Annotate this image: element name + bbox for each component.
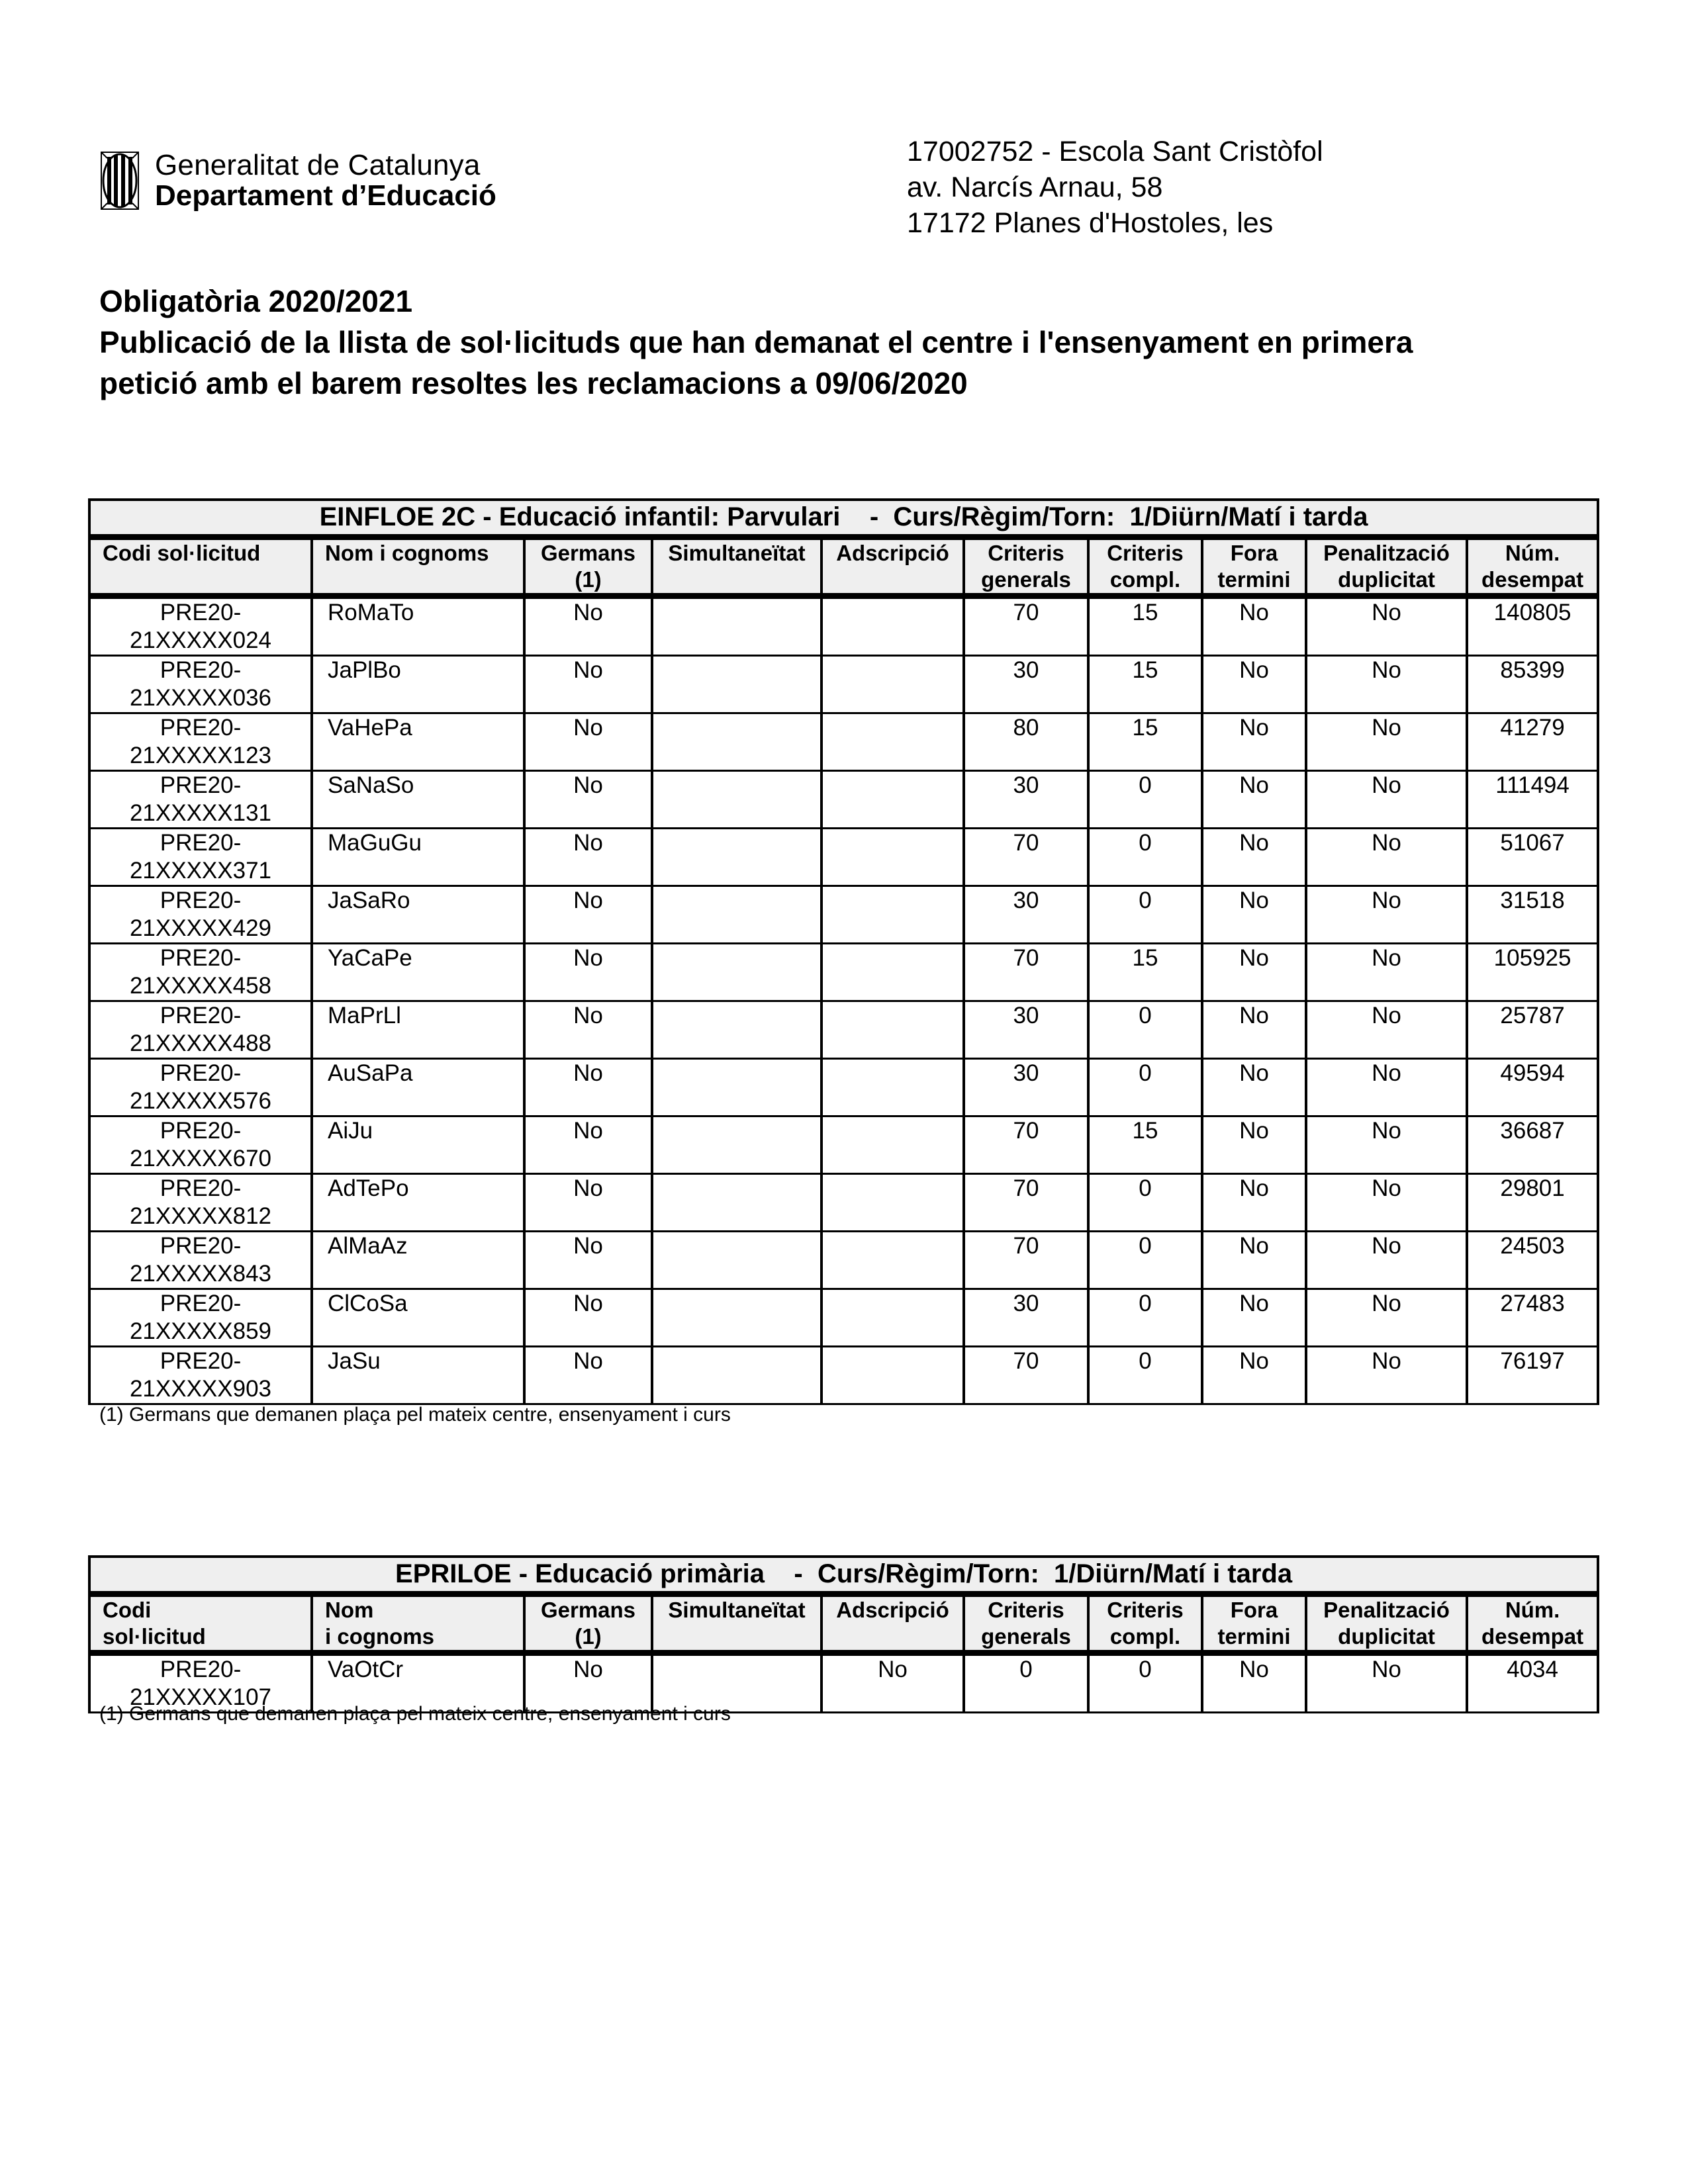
desempat-cell: 27483 [1467,1289,1598,1347]
fora-termini-cell: No [1202,944,1306,1001]
code-prefix: PRE20- [160,772,242,798]
adscripcio-cell [821,713,964,771]
germans-cell: No [524,1653,652,1713]
germans-cell: No [524,771,652,829]
adscripcio-cell [821,1116,964,1174]
criteris-compl-cell: 15 [1088,944,1202,1001]
adscripcio-cell [821,944,964,1001]
col-header-adscripcio: Adscripció [821,537,964,596]
code-prefix: PRE20- [160,1291,242,1316]
name-cell: RoMaTo [312,596,524,656]
table-row [89,886,1598,944]
fora-termini-cell: No [1202,1174,1306,1232]
criteris-compl-cell: 15 [1088,713,1202,771]
penalitzacio-cell: No [1306,1116,1467,1174]
penalitzacio-cell: No [1306,1653,1467,1713]
table-row [89,1059,1598,1116]
table-header-row [89,537,1598,596]
germans-cell: No [524,829,652,886]
col-header-adscripcio: Adscripció [821,1594,964,1653]
code-cell [89,656,312,713]
code-prefix: PRE20- [160,1348,242,1374]
name-cell: JaSu [312,1347,524,1404]
name-cell: MaPrLl [312,1001,524,1059]
adscripcio-cell [821,1059,964,1116]
criteris-generals-cell: 70 [964,1174,1088,1232]
criteris-compl-cell: 0 [1088,1289,1202,1347]
penalitzacio-cell: No [1306,1001,1467,1059]
col-header-germans: Germans (1) [524,537,652,596]
desempat-cell: 41279 [1467,713,1598,771]
simultaneitat-cell [652,944,821,1001]
penalitzacio-cell: No [1306,656,1467,713]
title-year: Obligatòria 2020/2021 [99,284,413,318]
fora-termini-cell: No [1202,1001,1306,1059]
table-row [89,1001,1598,1059]
desempat-cell: 4034 [1467,1653,1598,1713]
criteris-generals-cell: 30 [964,771,1088,829]
simultaneitat-cell [652,656,821,713]
name-cell: AdTePo [312,1174,524,1232]
code-suffix: 21XXXXX107 [129,1684,272,1710]
criteris-compl-cell: 0 [1088,829,1202,886]
name-cell: VaOtCr [312,1653,524,1713]
code-cell [89,1232,312,1289]
fora-termini-cell: No [1202,771,1306,829]
school-address: av. Narcís Arnau, 58 [907,171,1163,203]
adscripcio-cell [821,596,964,656]
table-row [89,1289,1598,1347]
generalitat-logo [101,151,496,210]
adscripcio-cell [821,1232,964,1289]
criteris-compl-cell: 0 [1088,1653,1202,1713]
desempat-cell: 25787 [1467,1001,1598,1059]
criteris-compl-cell: 0 [1088,1001,1202,1059]
name-cell: MaGuGu [312,829,524,886]
penalitzacio-cell: No [1306,1174,1467,1232]
criteris-generals-cell: 30 [964,886,1088,944]
code-suffix: 21XXXXX371 [129,858,272,884]
criteris-compl-cell: 0 [1088,771,1202,829]
code-prefix: PRE20- [160,1060,242,1086]
code-prefix: PRE20- [160,887,242,913]
code-cell [89,1059,312,1116]
school-info [907,134,1323,241]
col-header-nom: Nom i cognoms [312,537,524,596]
criteris-compl-cell: 15 [1088,656,1202,713]
criteris-generals-cell: 70 [964,829,1088,886]
adscripcio-cell [821,1001,964,1059]
col-header-simultaneitat: Simultaneïtat [652,537,821,596]
penalitzacio-cell: No [1306,713,1467,771]
adscripcio-cell [821,886,964,944]
code-cell [89,713,312,771]
footnote-germans: (1) Germans que demanen plaça pel mateix centre, ensenyament i curs [99,1703,731,1725]
code-prefix: PRE20- [160,1118,242,1144]
desempat-cell: 76197 [1467,1347,1598,1404]
col-header-criteris-generals: Criteris generals [964,1594,1088,1653]
adscripcio-cell [821,1347,964,1404]
code-prefix: PRE20- [160,945,242,971]
germans-cell: No [524,944,652,1001]
desempat-cell: 51067 [1467,829,1598,886]
penalitzacio-cell: No [1306,1347,1467,1404]
col-header-criteris-compl: Criteris compl. [1088,1594,1202,1653]
logo-department-text: Departament d’Educació [155,179,496,212]
name-cell: AlMaAz [312,1232,524,1289]
germans-cell: No [524,713,652,771]
desempat-cell: 31518 [1467,886,1598,944]
code-prefix: PRE20- [160,1175,242,1201]
code-suffix: 21XXXXX488 [129,1030,272,1056]
table-row [89,771,1598,829]
col-header-desempat: Núm. desempat [1467,537,1598,596]
germans-cell: No [524,1001,652,1059]
germans-cell: No [524,1232,652,1289]
fora-termini-cell: No [1202,829,1306,886]
simultaneitat-cell [652,1289,821,1347]
criteris-generals-cell: 70 [964,944,1088,1001]
name-cell: AiJu [312,1116,524,1174]
table-row [89,1116,1598,1174]
table-header-row [89,1594,1598,1653]
penalitzacio-cell: No [1306,771,1467,829]
criteris-generals-cell: 70 [964,596,1088,656]
code-cell [89,1174,312,1232]
table-row [89,713,1598,771]
name-cell: JaPlBo [312,656,524,713]
germans-cell: No [524,656,652,713]
code-prefix: PRE20- [160,715,242,741]
desempat-cell: 105925 [1467,944,1598,1001]
footnote-germans: (1) Germans que demanen plaça pel mateix centre, ensenyament i curs [99,1404,731,1426]
simultaneitat-cell [652,1116,821,1174]
code-cell [89,1001,312,1059]
code-suffix: 21XXXXX123 [129,743,272,768]
criteris-generals-cell: 70 [964,1232,1088,1289]
adscripcio-cell [821,656,964,713]
name-cell: JaSaRo [312,886,524,944]
fora-termini-cell: No [1202,1347,1306,1404]
applications-table-epriloe [88,1555,1599,1713]
table-body [89,596,1598,1404]
col-header-germans: Germans (1) [524,1594,652,1653]
desempat-cell: 49594 [1467,1059,1598,1116]
col-header-penalitzacio: Penalització duplicitat [1306,1594,1467,1653]
penalitzacio-cell: No [1306,886,1467,944]
simultaneitat-cell [652,1174,821,1232]
desempat-cell: 140805 [1467,596,1598,656]
fora-termini-cell: No [1202,596,1306,656]
table-row [89,596,1598,656]
criteris-compl-cell: 0 [1088,1174,1202,1232]
title-line-2: petició amb el barem resoltes les reclamacions a 09/06/2020 [99,366,968,400]
col-header-desempat: Núm. desempat [1467,1594,1598,1653]
germans-cell: No [524,1174,652,1232]
germans-cell: No [524,1289,652,1347]
adscripcio-cell [821,771,964,829]
code-cell [89,829,312,886]
name-cell: AuSaPa [312,1059,524,1116]
code-suffix: 21XXXXX131 [129,800,272,826]
table-caption: EPRILOE - Educació primària - Curs/Règim/Torn: 1/Diürn/Matí i tarda [89,1557,1598,1594]
name-cell: YaCaPe [312,944,524,1001]
code-cell [89,944,312,1001]
table-row [89,1174,1598,1232]
code-suffix: 21XXXXX576 [129,1088,272,1114]
adscripcio-cell [821,1289,964,1347]
germans-cell: No [524,1116,652,1174]
col-header-fora-termini: Fora termini [1202,537,1306,596]
code-suffix: 21XXXXX670 [129,1146,272,1171]
name-cell: SaNaSo [312,771,524,829]
document-title [99,281,1595,404]
code-prefix: PRE20- [160,657,242,683]
col-header-penalitzacio: Penalització duplicitat [1306,537,1467,596]
school-code-name: 17002752 - Escola Sant Cristòfol [907,136,1323,167]
code-prefix: PRE20- [160,1657,242,1682]
code-suffix: 21XXXXX458 [129,973,272,999]
col-header-criteris-compl: Criteris compl. [1088,537,1202,596]
criteris-compl-cell: 0 [1088,1232,1202,1289]
adscripcio-cell: No [821,1653,964,1713]
desempat-cell: 29801 [1467,1174,1598,1232]
simultaneitat-cell [652,1001,821,1059]
germans-cell: No [524,1347,652,1404]
fora-termini-cell: No [1202,886,1306,944]
criteris-compl-cell: 0 [1088,886,1202,944]
penalitzacio-cell: No [1306,1232,1467,1289]
penalitzacio-cell: No [1306,1059,1467,1116]
simultaneitat-cell [652,1232,821,1289]
criteris-generals-cell: 30 [964,1289,1088,1347]
fora-termini-cell: No [1202,713,1306,771]
criteris-generals-cell: 30 [964,1059,1088,1116]
desempat-cell: 111494 [1467,771,1598,829]
col-header-codi: Codi sol·licitud [89,537,312,596]
school-city: 17172 Planes d'Hostoles, les [907,207,1274,239]
criteris-compl-cell: 15 [1088,596,1202,656]
simultaneitat-cell [652,596,821,656]
penalitzacio-cell: No [1306,596,1467,656]
code-suffix: 21XXXXX859 [129,1318,272,1344]
table-row [89,944,1598,1001]
col-header-nom: Nom i cognoms [312,1594,524,1653]
germans-cell: No [524,886,652,944]
table-row [89,1232,1598,1289]
code-prefix: PRE20- [160,600,242,625]
simultaneitat-cell [652,1059,821,1116]
criteris-generals-cell: 80 [964,713,1088,771]
criteris-compl-cell: 0 [1088,1347,1202,1404]
table-caption: EINFLOE 2C - Educació infantil: Parvulari - Curs/Règim/Torn: 1/Diürn/Matí i tarda [89,500,1598,537]
simultaneitat-cell [652,771,821,829]
code-suffix: 21XXXXX843 [129,1261,272,1287]
name-cell: ClCoSa [312,1289,524,1347]
code-cell [89,596,312,656]
fora-termini-cell: No [1202,1289,1306,1347]
title-line-1: Publicació de la llista de sol·licituds que han demanat el centre i l'ensenyament en primera [99,325,1413,359]
penalitzacio-cell: No [1306,1289,1467,1347]
code-cell [89,1347,312,1404]
criteris-generals-cell: 70 [964,1347,1088,1404]
table-row [89,829,1598,886]
col-header-codi: Codi sol·licitud [89,1594,312,1653]
code-cell [89,886,312,944]
code-suffix: 21XXXXX024 [129,627,272,653]
code-prefix: PRE20- [160,1233,242,1259]
code-suffix: 21XXXXX429 [129,915,272,941]
criteris-generals-cell: 70 [964,1116,1088,1174]
desempat-cell: 85399 [1467,656,1598,713]
germans-cell: No [524,1059,652,1116]
col-header-fora-termini: Fora termini [1202,1594,1306,1653]
table-row [89,1347,1598,1404]
simultaneitat-cell [652,886,821,944]
desempat-cell: 36687 [1467,1116,1598,1174]
penalitzacio-cell: No [1306,944,1467,1001]
simultaneitat-cell [652,1347,821,1404]
code-suffix: 21XXXXX036 [129,685,272,711]
code-suffix: 21XXXXX903 [129,1376,272,1402]
code-cell [89,771,312,829]
code-prefix: PRE20- [160,830,242,856]
desempat-cell: 24503 [1467,1232,1598,1289]
simultaneitat-cell [652,713,821,771]
fora-termini-cell: No [1202,1232,1306,1289]
code-prefix: PRE20- [160,1003,242,1028]
criteris-generals-cell: 30 [964,1001,1088,1059]
adscripcio-cell [821,829,964,886]
col-header-simultaneitat: Simultaneïtat [652,1594,821,1653]
fora-termini-cell: No [1202,1059,1306,1116]
fora-termini-cell: No [1202,1653,1306,1713]
code-cell [89,1116,312,1174]
fora-termini-cell: No [1202,656,1306,713]
code-suffix: 21XXXXX812 [129,1203,272,1229]
name-cell: VaHePa [312,713,524,771]
criteris-compl-cell: 15 [1088,1116,1202,1174]
logo-generalitat-text: Generalitat de Catalunya [155,149,481,181]
criteris-generals-cell: 30 [964,656,1088,713]
criteris-compl-cell: 0 [1088,1059,1202,1116]
fora-termini-cell: No [1202,1116,1306,1174]
generalitat-senyera-icon [101,152,139,210]
applications-table-einfloe [88,498,1599,1405]
col-header-criteris-generals: Criteris generals [964,537,1088,596]
code-cell [89,1289,312,1347]
penalitzacio-cell: No [1306,829,1467,886]
table-row [89,656,1598,713]
simultaneitat-cell [652,829,821,886]
germans-cell: No [524,596,652,656]
adscripcio-cell [821,1174,964,1232]
criteris-generals-cell: 0 [964,1653,1088,1713]
